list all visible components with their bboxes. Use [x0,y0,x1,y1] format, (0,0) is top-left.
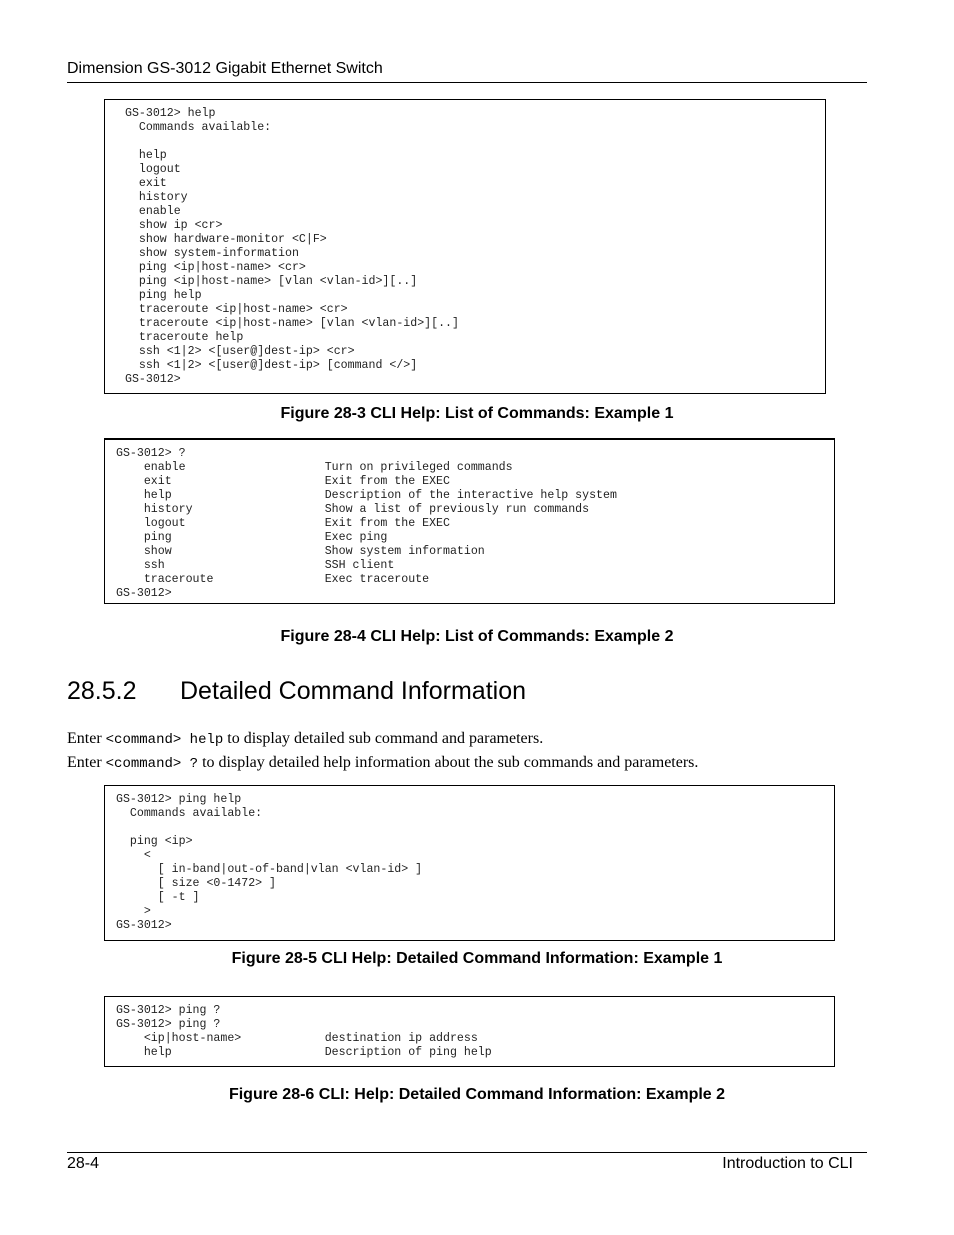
paragraph-prefix: Enter [67,754,106,771]
paragraph [67,754,698,772]
figure-caption: Figure 28-3 CLI Help: List of Commands: Example 1 [280,405,674,422]
inline-code: <command> help [105,732,224,748]
figure-caption: Figure 28-4 CLI Help: List of Commands: Example 2 [280,628,674,645]
figure-caption: Figure 28-5 CLI Help: Detailed Command Information: Example 1 [231,950,723,967]
paragraph [67,730,543,748]
page-footer [67,1152,867,1177]
figure-caption: Figure 28-6 CLI: Help: Detailed Command Information: Example 2 [228,1086,726,1103]
page-header [67,60,867,83]
code-text: GS-3012> ping ? GS-3012> ping ? <ip|host-name> destination ip address help Description of ping help [116,1004,492,1059]
page-number: 28-4 [67,1155,100,1172]
code-text: GS-3012> ping help Commands available: ping <ip> < [ in-band|out-of-band|vlan <vlan-id> ] [ size <0-1472> ] [ -t ] > GS-3012> [116,793,423,932]
chapter-title: Introduction to CLI [722,1155,853,1172]
code-text: GS-3012> help Commands available: help logout exit history enable show ip <cr> show hardware-monitor <C|F> show system-information ping <ip|host-name> <cr> ping <ip|host-name> [vlan <vlan-id>][..] ping help traceroute <ip|host-name> <cr> traceroute <ip|host-name> [vlan <vlan-id>][..] traceroute help ssh <1|2> <[user@]dest-ip> <cr> ssh <1|2> <[user@]dest-ip> [command </>] GS-3012> [125,107,459,386]
paragraph-suffix: to display detailed sub command and parameters. [223,730,544,747]
inline-code: <command> ? [105,756,199,772]
section-title: Detailed Command Information [180,677,526,705]
paragraph-prefix: Enter [67,730,106,747]
section-number: 28.5.2 [67,677,137,705]
code-block-figure-28-4 [104,438,835,604]
code-text: GS-3012> ? enable Turn on privileged commands exit Exit from the EXEC help Description of the interactive help system history Show a list of previously run commands logout Exit from the EXEC ping Exec ping show Show system information ssh SSH client traceroute Exec traceroute GS-3012> [116,447,617,600]
header-title: Dimension GS-3012 Gigabit Ethernet Switch [67,60,383,77]
section-heading [67,677,526,706]
paragraph-suffix: to display detailed help information about the sub commands and parameters. [198,754,699,771]
code-block-figure-28-3 [104,99,826,394]
code-block-figure-28-5 [104,785,835,941]
code-block-figure-28-6 [104,996,835,1067]
